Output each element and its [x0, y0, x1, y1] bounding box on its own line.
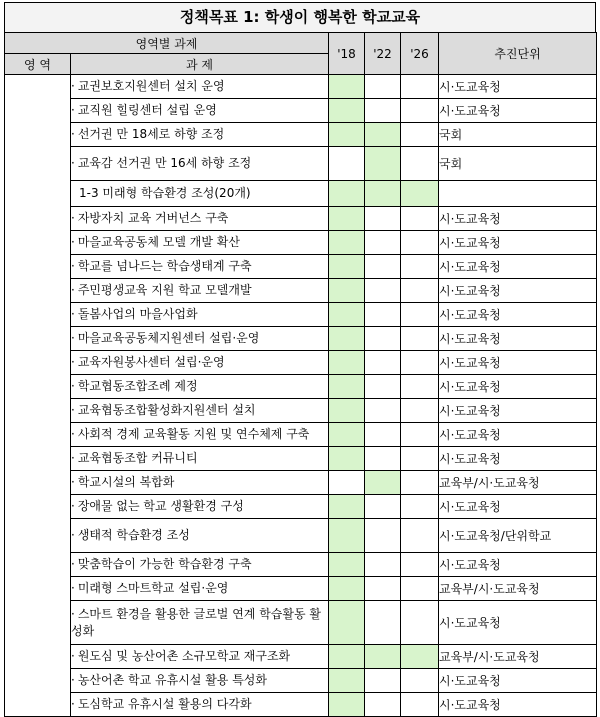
- task-cell: [71, 693, 329, 717]
- unit-cell: 시·도교육청: [439, 423, 597, 447]
- unit-cell: 시·도교육청: [439, 693, 597, 717]
- task-text: 교육협동조합 커뮤니티: [77, 451, 198, 465]
- year-cell-y18: [329, 327, 365, 351]
- bullet-dot: ·: [71, 103, 75, 117]
- header-year-22: '22: [365, 33, 401, 75]
- unit-cell: [439, 181, 597, 207]
- table-row: [5, 327, 597, 351]
- bullet-dot: ·: [71, 79, 75, 93]
- year-cell-y18: [329, 577, 365, 601]
- year-cell-y18: [329, 693, 365, 717]
- unit-cell: 국회: [439, 147, 597, 181]
- policy-table: [4, 32, 597, 717]
- area-cell: [5, 75, 71, 717]
- task-cell: [71, 577, 329, 601]
- task-cell: [71, 75, 329, 99]
- year-cell-y22: [365, 601, 401, 645]
- year-cell-y18: [329, 669, 365, 693]
- bullet-dot: ·: [71, 259, 75, 273]
- unit-cell: 시·도교육청: [439, 207, 597, 231]
- task-cell: [71, 447, 329, 471]
- year-cell-y18: [329, 303, 365, 327]
- year-cell-y22: [365, 231, 401, 255]
- year-cell-y26: [401, 645, 439, 669]
- bullet-dot: ·: [71, 379, 75, 393]
- year-cell-y26: [401, 601, 439, 645]
- unit-cell: 시·도교육청: [439, 553, 597, 577]
- unit-cell: 시·도교육청: [439, 351, 597, 375]
- year-cell-y18: [329, 147, 365, 181]
- task-cell: [71, 553, 329, 577]
- year-cell-y26: [401, 327, 439, 351]
- year-cell-y22: [365, 351, 401, 375]
- year-cell-y22: [365, 375, 401, 399]
- task-text: 생태적 학습환경 조성: [77, 528, 190, 542]
- unit-cell: 시·도교육청: [439, 303, 597, 327]
- year-cell-y22: [365, 577, 401, 601]
- bullet-dot: ·: [71, 649, 75, 663]
- unit-cell: 교육부/시·도교육청: [439, 645, 597, 669]
- year-cell-y18: [329, 123, 365, 147]
- task-text: 주민평생교육 지원 학교 모델개발: [77, 283, 252, 297]
- unit-cell: 시·도교육청: [439, 279, 597, 303]
- year-cell-y18: [329, 423, 365, 447]
- table-row: [5, 279, 597, 303]
- unit-cell: 시·도교육청: [439, 601, 597, 645]
- task-text: 스마트 환경을 활용한 글로벌 연계 학습활동 활성화: [71, 606, 321, 638]
- task-text: 선거권 만 18세로 하향 조정: [77, 127, 225, 141]
- section-row: [5, 181, 597, 207]
- year-cell-y26: [401, 303, 439, 327]
- year-cell-y22: [365, 553, 401, 577]
- bullet-dot: ·: [71, 673, 75, 687]
- table-row: [5, 447, 597, 471]
- unit-cell: 시·도교육청/단위학교: [439, 519, 597, 553]
- bullet-dot: ·: [71, 475, 75, 489]
- year-cell-y22: [365, 693, 401, 717]
- year-cell: [365, 181, 401, 207]
- year-cell-y22: [365, 207, 401, 231]
- table-row: [5, 577, 597, 601]
- header-year-18: '18: [329, 33, 365, 75]
- task-text: 마을교육공동체 모델 개발 확산: [77, 235, 240, 249]
- task-text: 미래형 스마트학교 설립·운영: [77, 581, 229, 595]
- year-cell-y26: [401, 279, 439, 303]
- bullet-dot: ·: [71, 427, 75, 441]
- unit-cell: 시·도교육청: [439, 75, 597, 99]
- table-row: [5, 669, 597, 693]
- table-row: [5, 303, 597, 327]
- table-row: [5, 471, 597, 495]
- bullet-dot: ·: [71, 331, 75, 345]
- task-cell: [71, 519, 329, 553]
- year-cell-y18: [329, 99, 365, 123]
- task-cell: [71, 99, 329, 123]
- table-row: [5, 147, 597, 181]
- year-cell-y18: [329, 375, 365, 399]
- year-cell-y26: [401, 123, 439, 147]
- year-cell-y22: [365, 669, 401, 693]
- year-cell-y18: [329, 601, 365, 645]
- table-row: [5, 553, 597, 577]
- task-text: 마을교육공동체지원센터 설립·운영: [77, 331, 260, 345]
- table-row: [5, 423, 597, 447]
- year-cell-y26: [401, 231, 439, 255]
- task-text: 원도심 및 농산어촌 소규모학교 재구조화: [77, 649, 291, 663]
- task-text: 학교시설의 복합화: [77, 475, 175, 489]
- table-row: [5, 399, 597, 423]
- task-cell: [71, 351, 329, 375]
- year-cell-y26: [401, 147, 439, 181]
- unit-cell: 국회: [439, 123, 597, 147]
- bullet-dot: ·: [71, 307, 75, 321]
- year-cell-y26: [401, 519, 439, 553]
- task-text: 교권보호지원센터 설치 운영: [77, 79, 225, 93]
- table-row: [5, 351, 597, 375]
- year-cell-y26: [401, 471, 439, 495]
- task-cell: [71, 669, 329, 693]
- year-cell-y26: [401, 375, 439, 399]
- unit-cell: 시·도교육청: [439, 399, 597, 423]
- year-cell-y26: [401, 423, 439, 447]
- task-text: 교육감 선거권 만 16세 하향 조정: [77, 156, 252, 170]
- table-row: [5, 207, 597, 231]
- year-cell-y26: [401, 577, 439, 601]
- task-text: 학교를 넘나드는 학습생태계 구축: [77, 259, 252, 273]
- bullet-dot: ·: [71, 156, 75, 170]
- section-title: 1-3 미래형 학습환경 조성(20개): [71, 181, 329, 207]
- table-row: [5, 231, 597, 255]
- task-cell: [71, 645, 329, 669]
- unit-cell: 시·도교육청: [439, 231, 597, 255]
- year-cell-y26: [401, 495, 439, 519]
- year-cell-y26: [401, 553, 439, 577]
- year-cell-y18: [329, 351, 365, 375]
- year-cell-y18: [329, 279, 365, 303]
- year-cell-y18: [329, 399, 365, 423]
- year-cell-y26: [401, 693, 439, 717]
- bullet-dot: ·: [71, 451, 75, 465]
- unit-cell: 시·도교육청: [439, 669, 597, 693]
- bullet-dot: ·: [71, 403, 75, 417]
- table-row: [5, 99, 597, 123]
- task-cell: [71, 147, 329, 181]
- year-cell-y22: [365, 75, 401, 99]
- unit-cell: 시·도교육청: [439, 495, 597, 519]
- table-row: [5, 693, 597, 717]
- year-cell-y26: [401, 399, 439, 423]
- task-cell: [71, 303, 329, 327]
- table-row: [5, 519, 597, 553]
- year-cell-y22: [365, 519, 401, 553]
- year-cell-y26: [401, 207, 439, 231]
- year-cell-y18: [329, 255, 365, 279]
- year-cell-y18: [329, 553, 365, 577]
- year-cell-y18: [329, 471, 365, 495]
- header-area: 영 역: [5, 54, 71, 75]
- table-row: [5, 601, 597, 645]
- bullet-dot: ·: [71, 499, 75, 513]
- year-cell-y22: [365, 645, 401, 669]
- unit-cell: 시·도교육청: [439, 447, 597, 471]
- year-cell-y22: [365, 279, 401, 303]
- header-unit: 추진단위: [439, 33, 597, 75]
- task-cell: [71, 601, 329, 645]
- year-cell-y22: [365, 303, 401, 327]
- table-row: [5, 645, 597, 669]
- year-cell-y18: [329, 519, 365, 553]
- year-cell-y26: [401, 75, 439, 99]
- task-text: 장애물 없는 학교 생활환경 구성: [77, 499, 244, 513]
- year-cell-y18: [329, 495, 365, 519]
- table-row: [5, 75, 597, 99]
- table-row: [5, 495, 597, 519]
- header-year-26: '26: [401, 33, 439, 75]
- year-cell-y18: [329, 231, 365, 255]
- task-text: 교육자원봉사센터 설립·운영: [77, 355, 225, 369]
- task-text: 교육협동조합활성화지원센터 설치: [77, 403, 256, 417]
- task-cell: [71, 123, 329, 147]
- year-cell-y26: [401, 447, 439, 471]
- table-row: [5, 123, 597, 147]
- task-cell: [71, 399, 329, 423]
- unit-cell: 교육부/시·도교육청: [439, 471, 597, 495]
- bullet-dot: ·: [71, 127, 75, 141]
- year-cell-y22: [365, 255, 401, 279]
- bullet-dot: ·: [71, 235, 75, 249]
- task-text: 돌봄사업의 마을사업화: [77, 307, 198, 321]
- header-task: 과 제: [71, 54, 329, 75]
- year-cell-y22: [365, 327, 401, 351]
- year-cell-y18: [329, 75, 365, 99]
- year-cell-y22: [365, 471, 401, 495]
- task-cell: [71, 255, 329, 279]
- year-cell-y18: [329, 645, 365, 669]
- bullet-dot: ·: [71, 606, 75, 621]
- year-cell-y22: [365, 147, 401, 181]
- bullet-dot: ·: [71, 697, 75, 711]
- year-cell-y26: [401, 669, 439, 693]
- task-text: 농산어촌 학교 유휴시설 활용 특성화: [77, 673, 267, 687]
- unit-cell: 교육부/시·도교육청: [439, 577, 597, 601]
- task-text: 맞춤학습이 가능한 학습환경 구축: [77, 557, 252, 571]
- year-cell-y22: [365, 423, 401, 447]
- task-text: 교직원 힐링센터 설립 운영: [77, 103, 217, 117]
- unit-cell: 시·도교육청: [439, 375, 597, 399]
- year-cell-y18: [329, 207, 365, 231]
- bullet-dot: ·: [71, 528, 75, 542]
- year-cell-y26: [401, 255, 439, 279]
- bullet-dot: ·: [71, 557, 75, 571]
- task-cell: [71, 471, 329, 495]
- year-cell-y26: [401, 99, 439, 123]
- task-cell: [71, 231, 329, 255]
- year-cell-y18: [329, 447, 365, 471]
- task-text: 자방자치 교육 거버넌스 구축: [77, 211, 229, 225]
- table-body: [5, 75, 597, 717]
- task-cell: [71, 207, 329, 231]
- year-cell-y22: [365, 447, 401, 471]
- task-cell: [71, 279, 329, 303]
- year-cell-y26: [401, 351, 439, 375]
- table-row: [5, 375, 597, 399]
- year-cell-y22: [365, 399, 401, 423]
- task-cell: [71, 375, 329, 399]
- bullet-dot: ·: [71, 355, 75, 369]
- task-cell: [71, 423, 329, 447]
- task-cell: [71, 495, 329, 519]
- year-cell-y22: [365, 495, 401, 519]
- year-cell-y22: [365, 123, 401, 147]
- year-cell: [329, 181, 365, 207]
- bullet-dot: ·: [71, 581, 75, 595]
- unit-cell: 시·도교육청: [439, 255, 597, 279]
- table-title: 정책목표 1: 학생이 행복한 학교교육: [4, 2, 596, 32]
- task-text: 사회적 경제 교육활동 지원 및 연수체제 구축: [77, 427, 310, 441]
- unit-cell: 시·도교육청: [439, 327, 597, 351]
- bullet-dot: ·: [71, 283, 75, 297]
- year-cell: [401, 181, 439, 207]
- header-group: 영역별 과제: [5, 33, 329, 54]
- task-text: 학교협동조합조례 제정: [77, 379, 198, 393]
- task-cell: [71, 327, 329, 351]
- year-cell-y22: [365, 99, 401, 123]
- bullet-dot: ·: [71, 211, 75, 225]
- unit-cell: 시·도교육청: [439, 99, 597, 123]
- task-text: 도심학교 유휴시설 활용의 다각화: [77, 697, 252, 711]
- table-row: [5, 255, 597, 279]
